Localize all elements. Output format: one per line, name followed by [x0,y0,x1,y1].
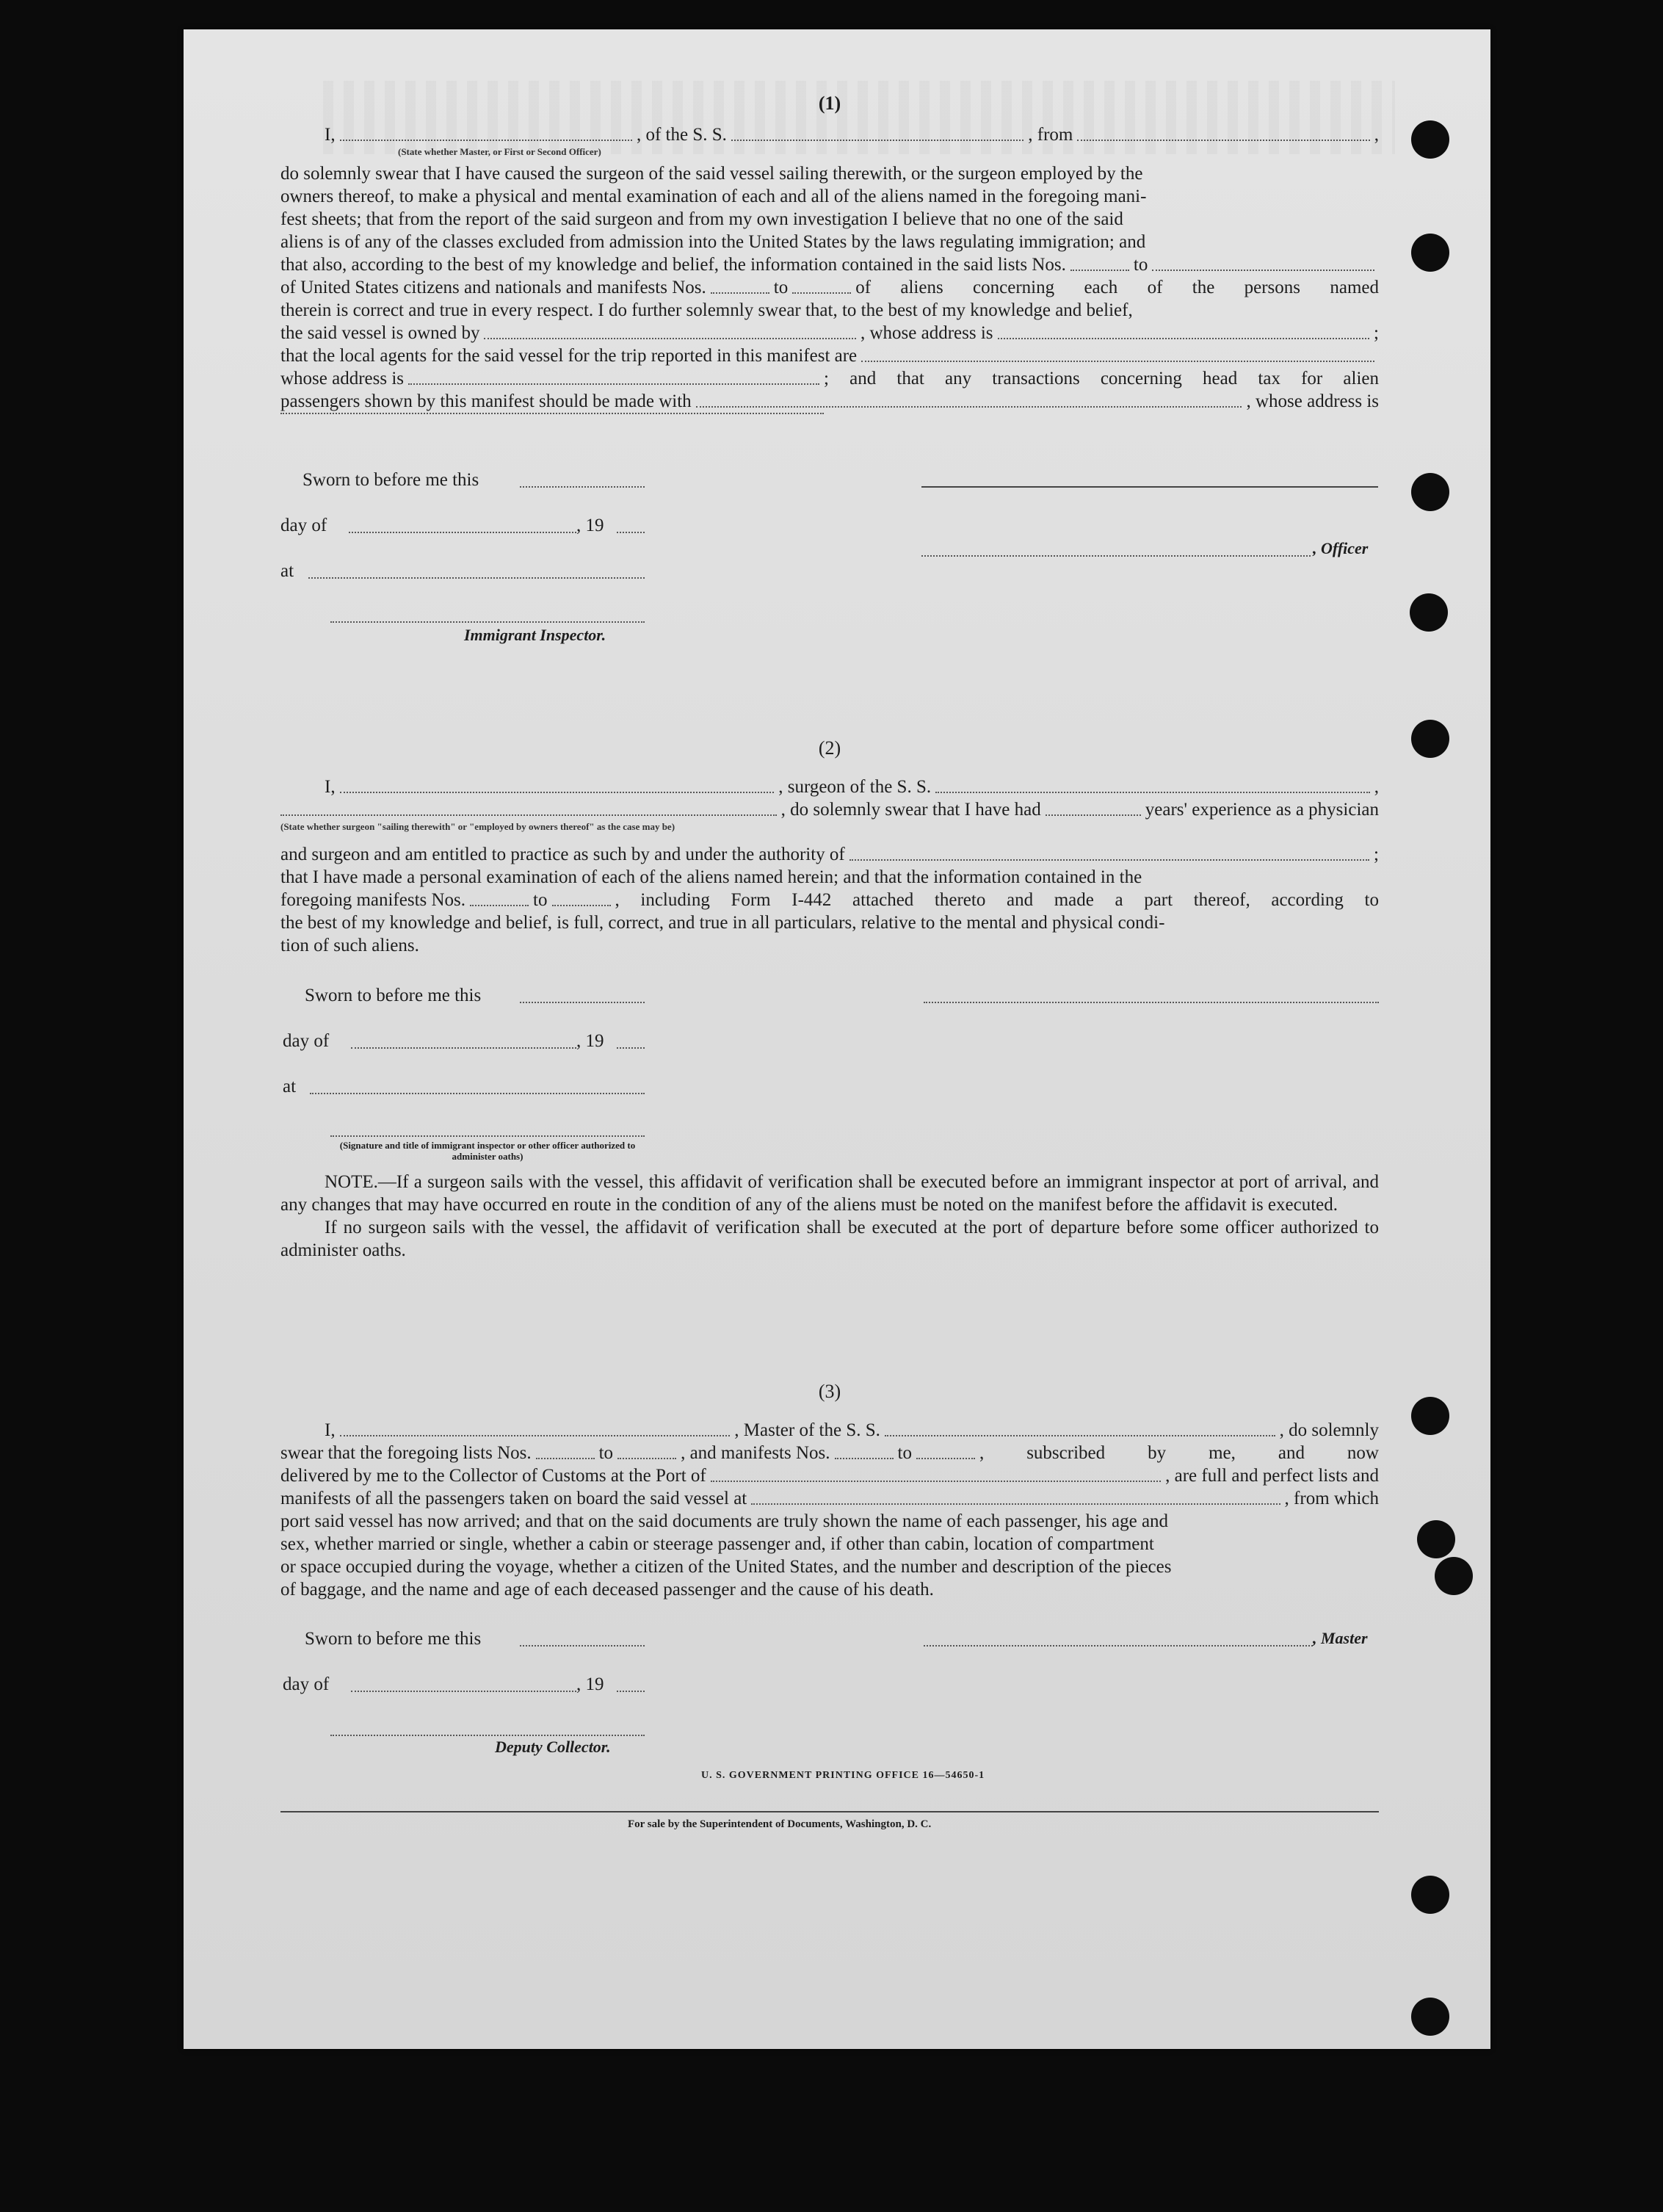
officer-rank-field[interactable] [340,140,632,141]
sworn-date-field[interactable] [520,1002,645,1003]
port-of-arrival-field[interactable] [711,1481,1161,1482]
punch-hole [1411,1876,1449,1914]
punch-hole [1411,234,1449,272]
deputy-collector-label: Deputy Collector. [495,1738,611,1756]
oath-line: that also, according to the best of my knowledge and belief, the information contained in the said lists Nos. to [280,253,1379,276]
day-label: day of [283,1031,330,1051]
sworn-label: Sworn to before me this [305,986,482,1005]
year-label: , 19 [576,516,604,535]
sworn-label: Sworn to before me this [302,470,479,490]
oath-text: do solemnly swear that I have caused the surgeon of the said vessel sailing therewith, or the surgeon employed by the [280,164,1143,184]
oath-line: I, , surgeon of the S. S. , [325,777,1380,797]
inspector-label: Immigrant Inspector. [464,626,606,644]
oath-line: and surgeon and am entitled to practice as such by and under the authority of ; [280,845,1379,864]
master-label: , Master [1313,1629,1368,1647]
head-tax-address-field[interactable] [280,413,824,414]
agents-address-field[interactable] [408,383,819,385]
gpo-imprint: U. S. GOVERNMENT PRINTING OFFICE 16—54650-1 [701,1770,985,1781]
section-number: (2) [818,737,841,759]
at-label: at [280,561,294,581]
surgeon-status-field[interactable] [280,814,777,816]
punch-hole [1411,1397,1449,1435]
list-number-to-field[interactable] [1152,270,1374,271]
punch-hole [1411,473,1449,511]
month-field[interactable] [349,532,576,533]
section-1-master-affidavit [280,93,1379,419]
authority-field[interactable] [849,859,1369,861]
oath-text: tion of such aliens. [280,936,419,955]
month-field[interactable] [351,1691,576,1692]
head-tax-party-field[interactable] [696,406,1242,408]
officer-title-field[interactable] [921,555,1311,557]
oath-text: therein is correct and true in every respect. I do further solemnly swear that, to the best of my knowledge and belief, [280,300,1133,320]
field-note: (State whether surgeon "sailing therewith" or "employed by owners thereof" as the case may be) [280,821,675,832]
surgeon-name-field[interactable] [340,792,775,793]
at-label: at [283,1077,297,1096]
local-agents-field[interactable] [861,361,1374,362]
vessel-name-field[interactable] [731,140,1023,141]
section-number: (3) [818,1381,841,1402]
oath-line: , do solemnly swear that I have had years' experience as a physician [280,798,1379,821]
oath-line: that the local agents for the said vessel for the trip reported in this manifest are [280,344,1379,367]
note-paragraph: If no surgeon sails with the vessel, the affidavit of verification shall be executed at the port of departure before some officer authorized to administer oaths. [280,1218,1379,1260]
year-field[interactable] [617,1047,645,1049]
oath-text: port said vessel has now arrived; and that on the said documents are truly shown the name of each passenger, his age and [280,1511,1169,1531]
punch-hole [1411,1998,1449,2036]
oath-text: that I have made a personal examination of each of the aliens named herein; and that the information contained in the [280,867,1142,887]
punch-hole [1411,720,1449,758]
sworn-date-field[interactable] [520,1645,645,1647]
inspector-signature-line[interactable] [330,1135,645,1137]
oath-text: of baggage, and the name and age of each deceased passenger and the cause of his death. [280,1580,934,1600]
oath-text: aliens is of any of the classes excluded from admission into the United States by the laws regulating immigration; and [280,232,1146,252]
oath-line: I, , of the S. S. , from , [325,125,1379,145]
manifest-number-from-field[interactable] [711,292,769,294]
punch-hole [1410,593,1448,632]
oath-text: sex, whether married or single, whether a cabin or steerage passenger and, if other than cabin, location of compartment [280,1534,1154,1554]
punch-hole [1435,1557,1473,1595]
manifest-number-from-field[interactable] [470,905,529,906]
surgeon-signature-line[interactable] [924,1002,1379,1003]
year-label: , 19 [576,1674,604,1694]
place-field[interactable] [310,1093,645,1094]
port-of-embarkation-field[interactable] [751,1503,1280,1505]
list-number-from-field[interactable] [536,1458,595,1459]
years-experience-field[interactable] [1046,814,1141,816]
collector-signature-line[interactable] [330,1735,645,1736]
year-field[interactable] [617,532,645,533]
place-field[interactable] [308,577,645,579]
origin-port-field[interactable] [1077,140,1369,141]
oath-line: of United States citizens and nationals and manifests Nos. to of aliens concerning each of the persons named [280,278,1379,297]
vessel-name-field[interactable] [885,1435,1275,1436]
oath-text: fest sheets; that from the report of the said surgeon and from my own investigation I believe that no one of the said [280,209,1123,229]
year-field[interactable] [617,1691,645,1692]
officer-label: , Officer [1313,539,1369,557]
note-paragraph: NOTE.—If a surgeon sails with the vessel, this affidavit of verification shall be executed before an immigrant inspector at port of arrival, and any changes that may have occurred en route in the condition of any of the aliens must be noted on the manifest before the affidavit is executed. [280,1172,1379,1215]
oath-line: the said vessel is owned by , whose address is ; [280,323,1379,343]
owner-address-field[interactable] [998,338,1370,339]
section-3-master-oath [280,1381,1379,1601]
year-label: , 19 [576,1031,604,1051]
list-number-from-field[interactable] [1070,270,1129,271]
oath-text: or space occupied during the voyage, whether a citizen of the United States, and the number and description of the pieces [280,1557,1172,1577]
oath-line: delivered by me to the Collector of Customs at the Port of , are full and perfect lists and [280,1466,1379,1486]
punch-hole [1417,1520,1455,1558]
sworn-date-field[interactable] [520,486,645,488]
day-label: day of [283,1674,330,1694]
month-field[interactable] [351,1047,576,1049]
officer-signature-line[interactable] [921,486,1378,488]
oath-line: passengers shown by this manifest should be made with , whose address is [280,391,1379,411]
sworn-label: Sworn to before me this [305,1629,482,1649]
vessel-owner-field[interactable] [484,338,856,339]
oath-line: manifests of all the passengers taken on board the said vessel at , from which [280,1489,1379,1508]
sale-notice: For sale by the Superintendent of Documents, Washington, D. C. [628,1818,932,1830]
signature-note: (Signature and title of immigrant inspector or other officer authorized to administer oaths) [339,1140,636,1162]
form-page [184,29,1490,2049]
master-name-field[interactable] [340,1435,731,1436]
inspector-signature-line[interactable] [330,621,645,623]
section-number: (1) [818,93,841,114]
oath-line: foregoing manifests Nos. to , including Form I-442 attached thereto and made a part thereof, according to [280,890,1379,910]
oath-text: the best of my knowledge and belief, is full, correct, and true in all particulars, relative to the mental and physical condi- [280,913,1165,933]
list-number-to-field[interactable] [617,1458,676,1459]
field-note: (State whether Master, or First or Second Officer) [398,146,601,157]
manifest-number-from-field[interactable] [835,1458,894,1459]
master-signature-line[interactable] [924,1645,1313,1647]
manifest-number-to-field[interactable] [552,905,611,906]
oath-line: I, , Master of the S. S. , do solemnly [325,1420,1380,1440]
footer-rule [280,1811,1379,1812]
oath-line [280,413,1379,419]
day-label: day of [280,516,327,535]
vessel-name-field[interactable] [935,792,1370,793]
verification-note [280,1171,1379,1262]
oath-line: whose address is ; and that any transactions concerning head tax for alien [280,369,1379,388]
oath-line: swear that the foregoing lists Nos. to , and manifests Nos. to , subscribed by me, and now [280,1443,1379,1463]
oath-text: owners thereof, to make a physical and mental examination of each and all of the aliens named in the foregoing mani- [280,187,1147,206]
section-2-surgeon-affidavit [280,737,1379,957]
manifest-number-to-field[interactable] [916,1458,975,1459]
manifest-number-to-field[interactable] [792,292,851,294]
punch-hole [1411,120,1449,159]
